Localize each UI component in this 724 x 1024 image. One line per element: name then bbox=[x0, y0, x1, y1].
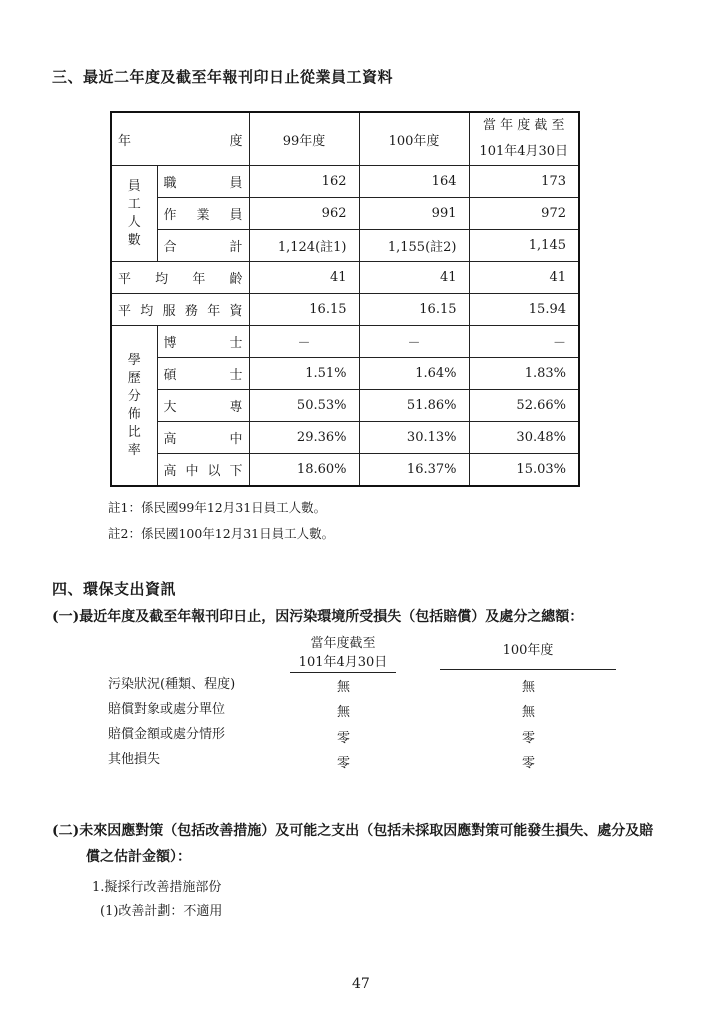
table-row bbox=[111, 326, 579, 358]
pollution-row-label: 其他損失 bbox=[108, 752, 161, 767]
note-1: 註1：係民國99年12月31日員工人數。 bbox=[108, 500, 327, 515]
pollution-row-current: 零 bbox=[337, 731, 351, 746]
improvement-item-1: 1.擬採行改善措施部份 bbox=[92, 880, 222, 895]
pollution-row-label: 賠償金額或處分情形 bbox=[108, 727, 226, 742]
cell-99: 1.51% bbox=[249, 358, 359, 390]
row-label: 碩 士 bbox=[157, 358, 249, 390]
col-100-header: 100年度 bbox=[359, 112, 469, 166]
table-row bbox=[111, 230, 579, 262]
education-group-label: 學 歷 分 佈 比 率 bbox=[111, 326, 157, 487]
cell-current: 173 bbox=[469, 166, 579, 198]
pollution-header-100: 100年度 bbox=[440, 640, 616, 670]
year-label-left: 年 bbox=[118, 133, 132, 149]
cell-100: 1,155(註2) bbox=[359, 230, 469, 262]
row-label: 職 員 bbox=[157, 166, 249, 198]
cell-current: 1.83% bbox=[469, 358, 579, 390]
cell-99: － bbox=[249, 326, 359, 358]
row-label: 合 計 bbox=[157, 230, 249, 262]
cell-current: 30.48% bbox=[469, 422, 579, 454]
table-row-avg-age bbox=[111, 262, 579, 294]
section-4-sub-1: (一)最近年度及截至年報刊印日止，因污染環境所受損失（包括賠償）及處分之總額： bbox=[52, 609, 584, 625]
staff-table bbox=[110, 111, 580, 487]
cell-100: 1.64% bbox=[359, 358, 469, 390]
cell-99: 29.36% bbox=[249, 422, 359, 454]
cell-99: 16.15 bbox=[249, 294, 359, 326]
row-label: 大 專 bbox=[157, 390, 249, 422]
col-current-line1: 當 年 度 截 至 bbox=[482, 118, 565, 133]
pollution-header-current bbox=[290, 634, 396, 673]
cell-100: 16.15 bbox=[359, 294, 469, 326]
table-row bbox=[111, 198, 579, 230]
table-row bbox=[111, 358, 579, 390]
section-4-sub-2-line2: 償之估計金額）： bbox=[86, 849, 191, 865]
section-4-sub-2-line1: (二)未來因應對策（包括改善措施）及可能之支出（包括未採取因應對策可能發生損失、處分及賠 bbox=[52, 823, 654, 839]
cell-current: 972 bbox=[469, 198, 579, 230]
cell-99: 50.53% bbox=[249, 390, 359, 422]
page-number: 47 bbox=[352, 976, 370, 992]
cell-99: 41 bbox=[249, 262, 359, 294]
col-99-header: 99年度 bbox=[249, 112, 359, 166]
year-label-right: 度 bbox=[229, 133, 243, 149]
pollution-row-100: 無 bbox=[522, 680, 536, 695]
cell-100: 51.86% bbox=[359, 390, 469, 422]
row-label: 高 中 bbox=[157, 422, 249, 454]
cell-100: 991 bbox=[359, 198, 469, 230]
col-current-line2: 101年4月30日 bbox=[479, 144, 569, 159]
cell-current: 41 bbox=[469, 262, 579, 294]
section-3-title: 三、最近二年度及截至年報刊印日止從業員工資料 bbox=[52, 68, 394, 86]
pollution-row-current: 無 bbox=[337, 680, 351, 695]
pollution-header-current-line2: 101年4月30日 bbox=[290, 653, 396, 673]
pollution-row-100: 零 bbox=[522, 756, 536, 771]
table-row bbox=[111, 454, 579, 487]
cell-100: 30.13% bbox=[359, 422, 469, 454]
row-label: 高 中 以 下 bbox=[157, 454, 249, 487]
cell-100: 16.37% bbox=[359, 454, 469, 487]
cell-99: 18.60% bbox=[249, 454, 359, 487]
col-current-header bbox=[469, 112, 579, 166]
avg-service-label: 平 均 服 務 年 資 bbox=[111, 294, 249, 326]
cell-99: 162 bbox=[249, 166, 359, 198]
row-label: 博 士 bbox=[157, 326, 249, 358]
cell-current: － bbox=[469, 326, 579, 358]
table-row bbox=[111, 390, 579, 422]
staff-table-header-row bbox=[111, 112, 579, 166]
pollution-row-label: 污染狀況(種類、程度) bbox=[108, 677, 236, 692]
section-4-title: 四、環保支出資訊 bbox=[52, 580, 177, 598]
pollution-row-label: 賠償對象或處分單位 bbox=[108, 702, 226, 717]
cell-current: 15.03% bbox=[469, 454, 579, 487]
cell-99: 1,124(註1) bbox=[249, 230, 359, 262]
pollution-header-current-line1: 當年度截至 bbox=[310, 636, 376, 651]
table-row-avg-service bbox=[111, 294, 579, 326]
pollution-row-100: 零 bbox=[522, 731, 536, 746]
employees-group-label: 員 工 人 數 bbox=[111, 166, 157, 262]
cell-current: 1,145 bbox=[469, 230, 579, 262]
pollution-row-current: 無 bbox=[337, 705, 351, 720]
cell-100: － bbox=[359, 326, 469, 358]
cell-100: 164 bbox=[359, 166, 469, 198]
pollution-row-100: 無 bbox=[522, 705, 536, 720]
avg-age-label: 平 均 年 齡 bbox=[111, 262, 249, 294]
year-header-cell bbox=[111, 112, 249, 166]
table-row bbox=[111, 166, 579, 198]
cell-current: 15.94 bbox=[469, 294, 579, 326]
table-row bbox=[111, 422, 579, 454]
cell-99: 962 bbox=[249, 198, 359, 230]
row-label: 作 業 員 bbox=[157, 198, 249, 230]
note-2: 註2：係民國100年12月31日員工人數。 bbox=[108, 526, 335, 541]
cell-100: 41 bbox=[359, 262, 469, 294]
pollution-row-current: 零 bbox=[337, 756, 351, 771]
improvement-plan: (1)改善計劃：不適用 bbox=[100, 904, 223, 919]
cell-current: 52.66% bbox=[469, 390, 579, 422]
